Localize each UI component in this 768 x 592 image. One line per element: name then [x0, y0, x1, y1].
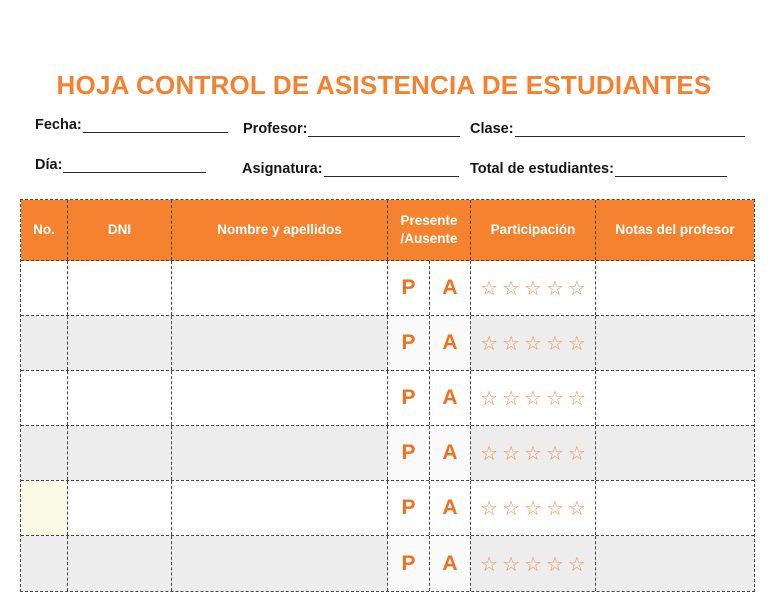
- row-no-cell[interactable]: [21, 316, 68, 370]
- row-no-cell[interactable]: [21, 261, 68, 315]
- ausente-option[interactable]: A: [430, 371, 471, 425]
- row-nombre-cell[interactable]: [172, 316, 388, 370]
- asignatura-input-line[interactable]: [324, 161, 459, 177]
- table-header-row: [21, 200, 754, 261]
- presente-option[interactable]: P: [388, 481, 430, 535]
- dia-field: [35, 157, 206, 173]
- row-dni-cell[interactable]: [68, 536, 172, 591]
- presente-option[interactable]: P: [388, 316, 430, 370]
- header-dni: DNI: [68, 200, 172, 260]
- star-icons: ☆☆☆☆☆: [480, 496, 590, 520]
- profesor-input-line[interactable]: [308, 121, 460, 137]
- row-nombre-cell[interactable]: [172, 426, 388, 480]
- ausente-option[interactable]: A: [430, 426, 471, 480]
- ausente-option[interactable]: A: [430, 481, 471, 535]
- attendance-table: [20, 199, 755, 592]
- row-no-cell[interactable]: [21, 426, 68, 480]
- row-dni-cell[interactable]: [68, 261, 172, 315]
- header-nombre: Nombre y apellidos: [172, 200, 388, 260]
- star-rating[interactable]: [471, 261, 596, 315]
- presente-option[interactable]: P: [388, 261, 430, 315]
- table-row: [21, 481, 754, 536]
- row-notas-cell[interactable]: [596, 426, 754, 480]
- table-row: [21, 371, 754, 426]
- presente-option[interactable]: P: [388, 426, 430, 480]
- row-notas-cell[interactable]: [596, 371, 754, 425]
- row-no-cell[interactable]: [21, 371, 68, 425]
- fecha-label: Fecha:: [35, 117, 82, 133]
- profesor-field: [243, 121, 460, 137]
- row-notas-cell[interactable]: [596, 481, 754, 535]
- row-nombre-cell[interactable]: [172, 481, 388, 535]
- header-notas: Notas del profesor: [615, 221, 735, 237]
- presente-option[interactable]: P: [388, 371, 430, 425]
- row-nombre-cell[interactable]: [172, 536, 388, 591]
- star-rating[interactable]: [471, 316, 596, 370]
- profesor-label: Profesor:: [243, 121, 308, 137]
- star-rating[interactable]: [471, 536, 596, 591]
- table-body: [21, 261, 754, 591]
- row-dni-cell[interactable]: [68, 481, 172, 535]
- ausente-option[interactable]: A: [430, 316, 471, 370]
- fecha-field: [35, 117, 228, 133]
- table-row: [21, 426, 754, 481]
- asignatura-label: Asignatura:: [242, 161, 323, 177]
- star-icons: ☆☆☆☆☆: [480, 276, 590, 300]
- star-icons: ☆☆☆☆☆: [480, 331, 590, 355]
- row-notas-cell[interactable]: [596, 316, 754, 370]
- star-rating[interactable]: [471, 426, 596, 480]
- presente-option[interactable]: P: [388, 536, 430, 591]
- asignatura-field: [242, 161, 459, 177]
- fecha-input-line[interactable]: [83, 117, 228, 133]
- row-notas-cell[interactable]: [596, 261, 754, 315]
- row-no-cell[interactable]: [21, 536, 68, 591]
- total-estudiantes-input-line[interactable]: [615, 161, 727, 177]
- table-row: [21, 261, 754, 316]
- ausente-option[interactable]: A: [430, 536, 471, 591]
- clase-field: [470, 121, 745, 137]
- star-rating[interactable]: [471, 371, 596, 425]
- row-dni-cell[interactable]: [68, 316, 172, 370]
- table-row: [21, 316, 754, 371]
- star-icons: ☆☆☆☆☆: [480, 386, 590, 410]
- header-presente-ausente: Presente /Ausente: [388, 200, 471, 260]
- clase-input-line[interactable]: [515, 121, 745, 137]
- header-participacion: Participación: [471, 200, 596, 260]
- star-icons: ☆☆☆☆☆: [480, 551, 590, 576]
- row-nombre-cell[interactable]: [172, 261, 388, 315]
- total-estudiantes-label: Total de estudiantes:: [470, 161, 614, 177]
- row-dni-cell[interactable]: [68, 426, 172, 480]
- row-nombre-cell[interactable]: [172, 371, 388, 425]
- table-row: [21, 536, 754, 591]
- star-icons: ☆☆☆☆☆: [480, 441, 590, 465]
- dia-label: Día:: [35, 157, 63, 173]
- row-notas-cell[interactable]: [596, 536, 754, 591]
- total-estudiantes-field: [470, 161, 727, 177]
- star-rating[interactable]: [471, 481, 596, 535]
- ausente-option[interactable]: A: [430, 261, 471, 315]
- dia-input-line[interactable]: [63, 157, 206, 173]
- page-title: HOJA CONTROL DE ASISTENCIA DE ESTUDIANTES: [56, 70, 712, 101]
- header-no: No.: [21, 200, 68, 260]
- clase-label: Clase:: [470, 121, 514, 137]
- row-dni-cell[interactable]: [68, 371, 172, 425]
- row-no-cell[interactable]: [21, 481, 68, 535]
